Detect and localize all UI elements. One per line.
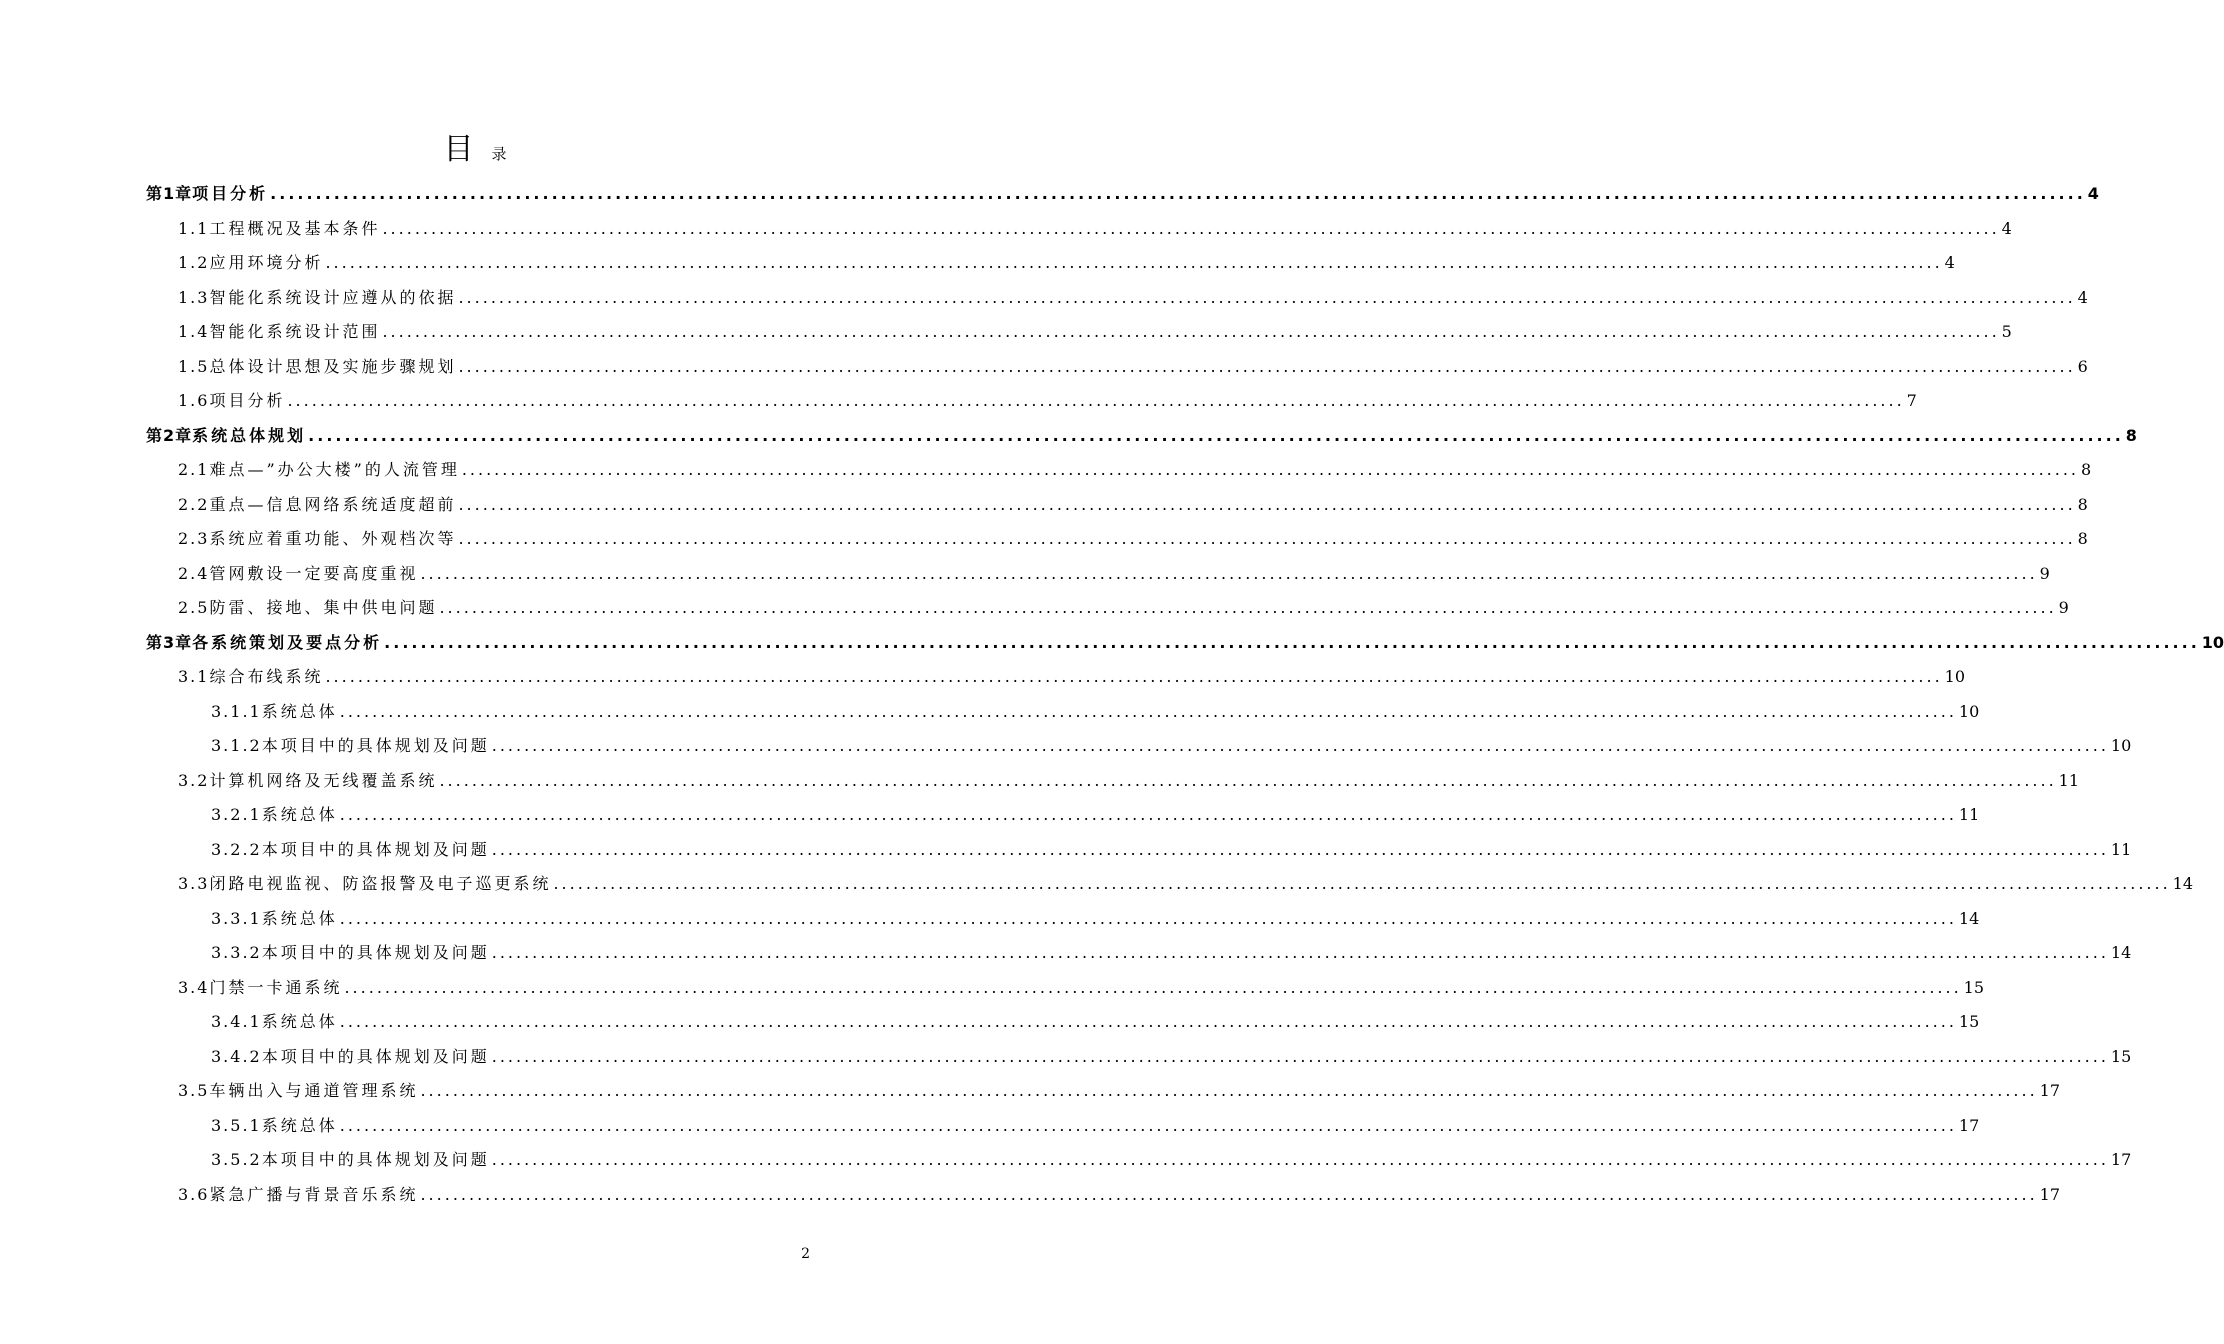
toc-section-entry[interactable] [178, 1171, 2061, 1205]
toc-section-entry[interactable] [178, 481, 2088, 515]
toc-section-entry[interactable] [178, 274, 2088, 308]
toc-entry-title: 本项目中的具体规划及问题 [261, 736, 490, 755]
toc-section-entry[interactable] [178, 205, 2012, 239]
toc-leader-dots: ........................................................................................................................................................................................................ [382, 322, 2000, 341]
toc-entry-number: 3.3.2 [211, 943, 262, 962]
toc-entry-page: 4 [2077, 287, 2088, 307]
toc-entry-page: 17 [2039, 1081, 2061, 1100]
toc-subsection-entry[interactable] [211, 929, 2132, 963]
toc-entry-title: 难点—”办公大楼”的人流管理 [209, 460, 460, 479]
toc-entry-number: 1.5 [178, 356, 210, 376]
toc-leader-dots: ........................................................................................................................................................................................................ [491, 943, 2109, 962]
toc-entry-title: 系统总体 [261, 1012, 338, 1031]
toc-entry-number: 3.1 [178, 667, 210, 686]
toc-entry-title: 防雷、接地、集中供电问题 [209, 598, 438, 617]
toc-entry-page: 15 [1958, 1012, 1980, 1031]
toc-subsection-entry[interactable] [211, 1033, 2132, 1067]
toc-entry-page: 4 [2001, 218, 2012, 238]
toc-title [0, 128, 950, 176]
toc-entry-page: 8 [2077, 494, 2088, 514]
toc-entry-number: 1.4 [178, 322, 210, 341]
toc-leader-dots: ........................................................................................................................................................................................................ [491, 839, 2109, 859]
toc-entry-title: 工程概况及基本条件 [209, 218, 381, 238]
toc-entry-title: 重点—信息网络系统适度超前 [209, 494, 457, 514]
toc-leader-dots: ........................................................................................................................................................................................................ [491, 1046, 2109, 1066]
toc-entry-number: 2.2 [178, 494, 210, 514]
toc-entry-number: 3.1.1 [211, 701, 262, 721]
toc-entry-number: 第2章 [146, 425, 193, 445]
toc-section-entry[interactable] [178, 584, 2069, 618]
toc-entry-number: 第1章 [146, 184, 193, 203]
toc-entry-title: 本项目中的具体规划及问题 [261, 1046, 490, 1066]
toc-entry-number: 2.5 [178, 598, 210, 617]
toc-leader-dots: ........................................................................................................................................................................................................ [344, 977, 1962, 997]
toc-entry-title: 计算机网络及无线覆盖系统 [209, 770, 438, 790]
toc-entry-title: 智能化系统设计应遵从的依据 [209, 287, 457, 307]
toc-chapter-entry[interactable] [146, 170, 2099, 204]
toc-entry-number: 3.2 [178, 770, 210, 790]
toc-entry-number: 3.3 [178, 874, 210, 893]
toc-leader-dots: ........................................................................................................................................................................................................ [491, 736, 2109, 755]
toc-leader-dots: ........................................................................................................................................................................................................ [339, 1115, 1957, 1135]
toc-entry-number: 1.3 [178, 287, 210, 307]
toc-entry-title: 系统总体 [261, 805, 338, 824]
toc-leader-dots: ........................................................................................................................................................................................................ [491, 1150, 2109, 1169]
toc-entry-page: 10 [2201, 632, 2224, 652]
toc-subsection-entry[interactable] [211, 1136, 2132, 1170]
toc-leader-dots: ........................................................................................................................................................................................................ [270, 184, 2086, 203]
toc-title-main: 目 [443, 132, 474, 167]
toc-section-entry[interactable] [178, 1067, 2061, 1101]
toc-subsection-entry[interactable] [211, 895, 1980, 929]
toc-section-entry[interactable] [178, 239, 1955, 273]
toc-leader-dots: ........................................................................................................................................................................................................ [439, 598, 2057, 617]
toc-section-entry[interactable] [178, 860, 2194, 894]
toc-entry-number: 2.3 [178, 529, 210, 548]
toc-subsection-entry[interactable] [211, 826, 2132, 860]
toc-leader-dots: ........................................................................................................................................................................................................ [339, 908, 1957, 928]
toc-leader-dots: ........................................................................................................................................................................................................ [287, 391, 1905, 410]
toc-leader-dots: ........................................................................................................................................................................................................ [325, 253, 1943, 272]
toc-entry-title: 系统总体 [261, 701, 338, 721]
toc-leader-dots: ........................................................................................................................................................................................................ [461, 460, 2080, 479]
toc-leader-dots: ........................................................................................................................................................................................................ [382, 218, 2000, 238]
toc-entry-page: 17 [2039, 1184, 2061, 1204]
toc-subsection-entry[interactable] [211, 1102, 1980, 1136]
toc-title-sub: 录 [491, 145, 507, 163]
toc-subsection-entry[interactable] [211, 688, 1980, 722]
toc-entry-title: 综合布线系统 [209, 667, 324, 686]
toc-leader-dots: ........................................................................................................................................................................................................ [339, 701, 1957, 721]
toc-section-entry[interactable] [178, 757, 2080, 791]
toc-leader-dots: ........................................................................................................................................................................................................ [384, 632, 2200, 652]
toc-section-entry[interactable] [178, 308, 2012, 342]
toc-chapter-entry[interactable] [146, 619, 2224, 653]
toc-entry-page: 8 [2125, 425, 2137, 445]
toc-entry-page: 17 [1958, 1115, 1980, 1135]
toc-leader-dots: ........................................................................................................................................................................................................ [308, 425, 2124, 445]
toc-leader-dots: ........................................................................................................................................................................................................ [420, 1184, 2038, 1204]
toc-entry-number: 3.5.1 [211, 1115, 262, 1135]
toc-subsection-entry[interactable] [211, 791, 1980, 825]
toc-entry-title: 智能化系统设计范围 [209, 322, 381, 341]
toc-section-entry[interactable] [178, 377, 1917, 411]
toc-entry-page: 11 [2110, 839, 2132, 859]
toc-leader-dots: ........................................................................................................................................................................................................ [325, 667, 1943, 686]
toc-entry-page: 17 [2110, 1150, 2132, 1169]
toc-entry-number: 2.4 [178, 563, 210, 583]
toc-entry-title: 项目分析 [192, 184, 269, 203]
toc-leader-dots: ........................................................................................................................................................................................................ [458, 529, 2076, 548]
toc-leader-dots: ........................................................................................................................................................................................................ [458, 287, 2076, 307]
toc-entry-title: 紧急广播与背景音乐系统 [209, 1184, 419, 1204]
toc-entry-page: 5 [2001, 322, 2012, 341]
toc-entry-title: 系统总体规划 [192, 425, 307, 445]
toc-entry-page: 14 [2110, 943, 2132, 962]
toc-leader-dots: ........................................................................................................................................................................................................ [458, 494, 2076, 514]
toc-entry-title: 总体设计思想及实施步骤规划 [209, 356, 457, 376]
toc-leader-dots: ........................................................................................................................................................................................................ [439, 770, 2057, 790]
toc-entry-number: 3.2.2 [211, 839, 262, 859]
toc-entry-title: 本项目中的具体规划及问题 [261, 943, 490, 962]
toc-entry-page: 10 [2110, 736, 2132, 755]
toc-entry-title: 管网敷设一定要高度重视 [209, 563, 419, 583]
toc-entry-number: 3.4.2 [211, 1046, 262, 1066]
toc-entry-number: 1.1 [178, 218, 210, 238]
toc-entry-page: 9 [2058, 598, 2069, 617]
toc-entry-title: 车辆出入与通道管理系统 [209, 1081, 419, 1100]
toc-entry-title: 各系统策划及要点分析 [192, 632, 383, 652]
toc-leader-dots: ........................................................................................................................................................................................................ [339, 805, 1957, 824]
toc-entry-page: 8 [2081, 460, 2092, 479]
toc-entry-page: 7 [1906, 391, 1917, 410]
toc-entry-page: 4 [2087, 184, 2099, 203]
toc-entry-page: 11 [1958, 805, 1980, 824]
toc-subsection-entry[interactable] [211, 998, 1980, 1032]
toc-leader-dots: ........................................................................................................................................................................................................ [553, 874, 2171, 893]
toc-entry-number: 3.6 [178, 1184, 210, 1204]
toc-entry-title: 应用环境分析 [209, 253, 324, 272]
toc-entry-title: 系统应着重功能、外观档次等 [209, 529, 457, 548]
toc-entry-number: 3.2.1 [211, 805, 262, 824]
toc-entry-number: 3.3.1 [211, 908, 262, 928]
toc-entry-number: 3.4 [178, 977, 210, 997]
toc-entry-title: 本项目中的具体规划及问题 [261, 1150, 490, 1169]
page-number: 2 [801, 1246, 810, 1262]
toc-section-entry[interactable] [178, 550, 2050, 584]
toc-entry-page: 9 [2039, 563, 2050, 583]
toc-entry-page: 4 [1944, 253, 1955, 272]
toc-entry-number: 1.2 [178, 253, 210, 272]
toc-entry-title: 闭路电视监视、防盗报警及电子巡更系统 [209, 874, 552, 893]
toc-leader-dots: ........................................................................................................................................................................................................ [458, 356, 2076, 376]
toc-entry-number: 3.4.1 [211, 1012, 262, 1031]
toc-section-entry[interactable] [178, 964, 1985, 998]
toc-entry-number: 3.5 [178, 1081, 210, 1100]
toc-entry-number: 3.5.2 [211, 1150, 262, 1169]
toc-leader-dots: ........................................................................................................................................................................................................ [339, 1012, 1957, 1031]
toc-entry-page: 15 [2110, 1046, 2132, 1066]
toc-entry-number: 1.6 [178, 391, 210, 410]
toc-section-entry[interactable] [178, 653, 1966, 687]
toc-section-entry[interactable] [178, 446, 2092, 480]
toc-entry-number: 第3章 [146, 632, 193, 652]
toc-entry-page: 6 [2077, 356, 2088, 376]
toc-leader-dots: ........................................................................................................................................................................................................ [420, 1081, 2038, 1100]
toc-entry-page: 15 [1963, 977, 1985, 997]
toc-subsection-entry[interactable] [211, 722, 2132, 756]
toc-entry-title: 系统总体 [261, 1115, 338, 1135]
toc-leader-dots: ........................................................................................................................................................................................................ [420, 563, 2038, 583]
toc-entry-number: 2.1 [178, 460, 210, 479]
toc-entry-title: 门禁一卡通系统 [209, 977, 343, 997]
toc-entry-number: 3.1.2 [211, 736, 262, 755]
toc-entry-page: 14 [1958, 908, 1980, 928]
toc-entry-page: 11 [2058, 770, 2080, 790]
toc-entry-page: 10 [1958, 701, 1980, 721]
toc-chapter-entry[interactable] [146, 412, 2137, 446]
toc-entry-page: 14 [2172, 874, 2194, 893]
toc-entry-title: 本项目中的具体规划及问题 [261, 839, 490, 859]
toc-entry-title: 项目分析 [209, 391, 286, 410]
toc-section-entry[interactable] [178, 515, 2088, 549]
toc-entry-page: 10 [1944, 667, 1966, 686]
toc-section-entry[interactable] [178, 343, 2088, 377]
toc-entry-title: 系统总体 [261, 908, 338, 928]
toc-entry-page: 8 [2077, 529, 2088, 548]
